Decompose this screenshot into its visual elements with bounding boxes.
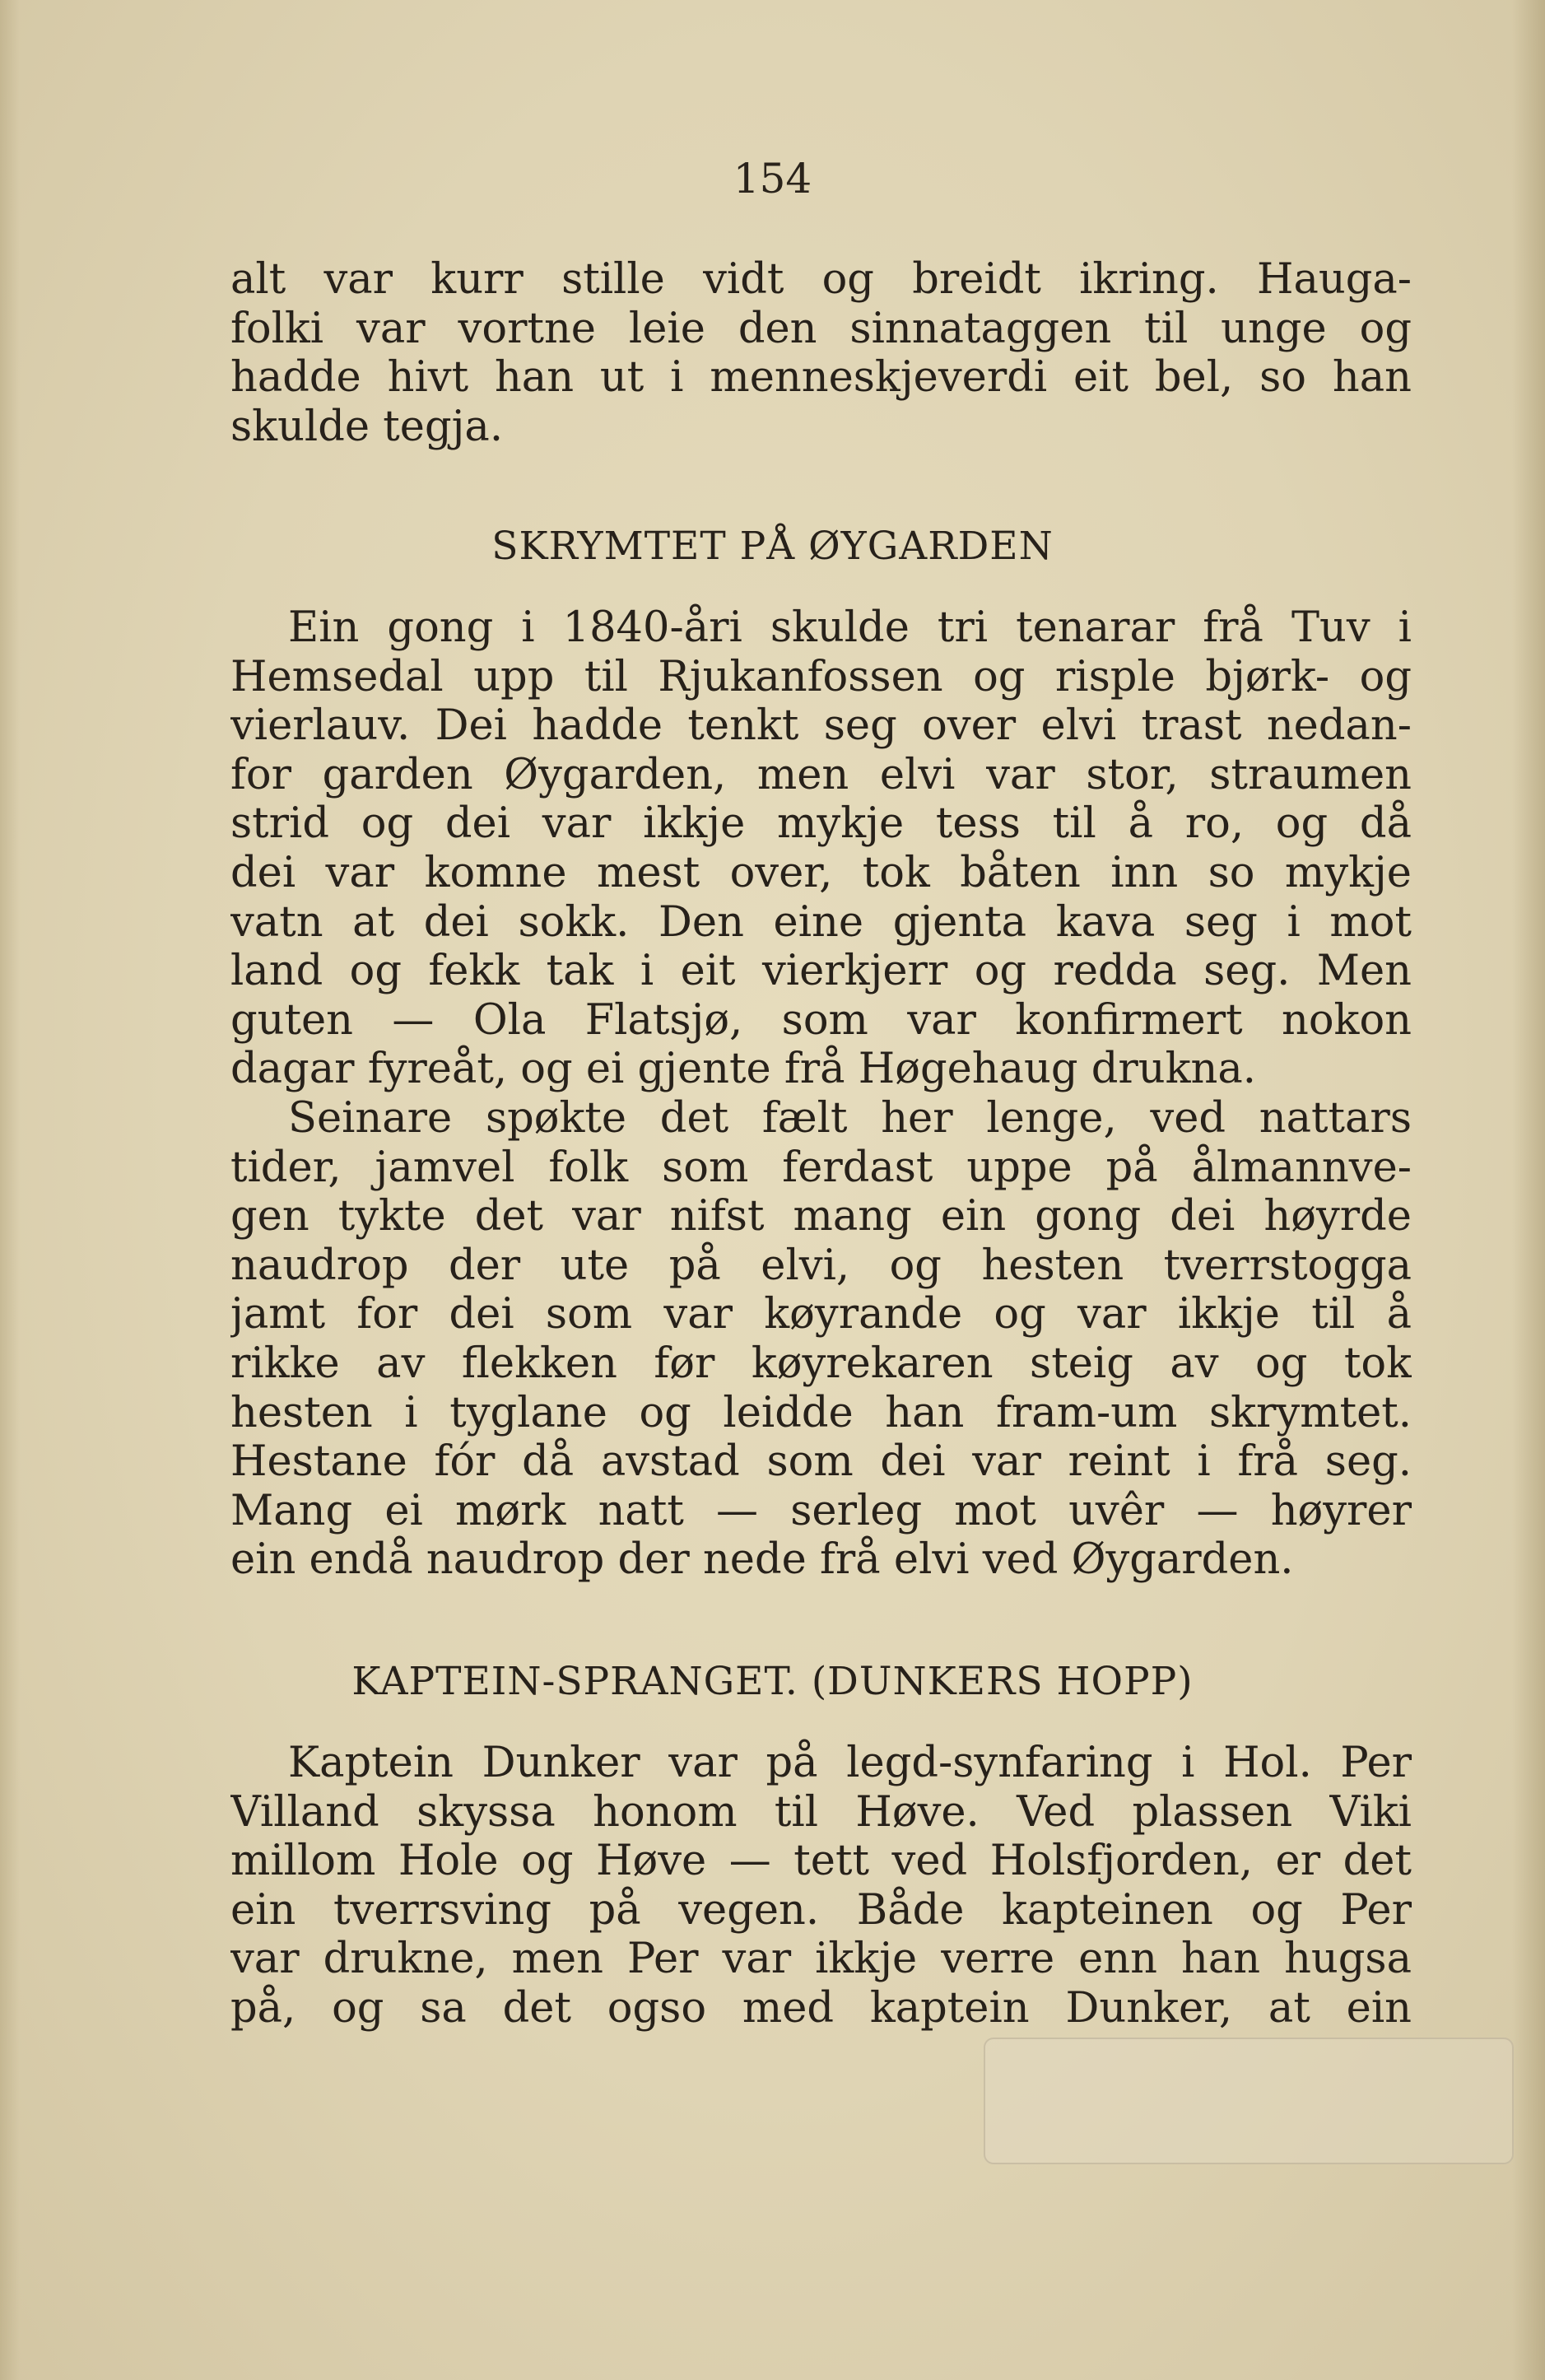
- section-heading-kaptein-spranget: KAPTEIN-SPRANGET. (DUNKERS HOPP): [351, 1659, 1194, 1704]
- text-line: Ein gong i 1840-åri skulde tri tenarar frå Tuv i: [288, 603, 1412, 652]
- intro-paragraph: [230, 255, 1412, 451]
- text-line: hadde hivt han ut i menneskjeverdi eit bel, so han: [230, 353, 1412, 403]
- text-line: tider, jamvel folk som ferdast uppe på ålmannve-: [230, 1143, 1412, 1192]
- text-line: millom Hole og Høve — tett ved Holsfjorden, er det: [230, 1837, 1412, 1886]
- paper-label-outline: [984, 2038, 1514, 2164]
- text-line: land og fekk tak i eit vierkjerr og redda seg. Men: [230, 947, 1412, 996]
- text-line: Mang ei mørk natt — serleg mot uvêr — høyrer: [230, 1486, 1412, 1535]
- text-line: for garden Øygarden, men elvi var stor, straumen: [230, 750, 1412, 799]
- section-kaptein-body: [230, 1739, 1412, 2033]
- text-line: rikke av flekken før køyrekaren steig av og tok: [230, 1339, 1412, 1388]
- text-line: strid og dei var ikkje mykje tess til å ro, og då: [230, 799, 1412, 849]
- text-line: Hemsedal upp til Rjukanfossen og risple bjørk- og: [230, 652, 1412, 701]
- text-line: skulde tegja.: [230, 402, 504, 451]
- text-line: guten — Ola Flatsjø, som var konfirmert nokon: [230, 995, 1412, 1045]
- text-line: vatn at dei sokk. Den eine gjenta kava seg i mot: [230, 897, 1412, 947]
- section-heading-skrymtet: SKRYMTET PÅ ØYGARDEN: [491, 524, 1054, 569]
- text-line: dei var komne mest over, tok båten inn so mykje: [230, 848, 1412, 897]
- text-line: folki var vortne leie den sinnataggen til unge og: [230, 304, 1412, 353]
- text-line: gen tykte det var nifst mang ein gong dei høyrde: [230, 1192, 1412, 1241]
- text-line: ein tverrsving på vegen. Både kapteinen og Per: [230, 1885, 1412, 1935]
- text-line: Seinare spøkte det fælt her lenge, ved nattars: [288, 1093, 1412, 1143]
- text-line: naudrop der ute på elvi, og hesten tverrstogga: [230, 1241, 1412, 1290]
- text-line: ein endå naudrop der nede frå elvi ved Øygarden.: [230, 1535, 1294, 1585]
- text-line: dagar fyreåt, og ei gjente frå Høgehaug drukna.: [230, 1045, 1256, 1094]
- page-edge-shadow-left: [0, 0, 20, 2380]
- text-line: vierlauv. Dei hadde tenkt seg over elvi trast nedan-: [230, 701, 1412, 751]
- text-line: alt var kurr stille vidt og breidt ikring. Hauga-: [230, 255, 1412, 304]
- page-edge-shadow-right: [1512, 0, 1545, 2380]
- text-line: Hestane fór då avstad som dei var reint i frå seg.: [230, 1437, 1412, 1487]
- page-number: 154: [733, 155, 812, 203]
- text-line: jamt for dei som var køyrande og var ikkje til å: [230, 1290, 1412, 1339]
- section-skrymtet-body: [230, 603, 1412, 1585]
- text-line: Kaptein Dunker var på legd-synfaring i Hol. Per: [288, 1739, 1412, 1787]
- text-line: Villand skyssa honom til Høve. Ved plassen Viki: [230, 1787, 1412, 1837]
- text-line: på, og sa det ogso med kaptein Dunker, at ein: [230, 1983, 1412, 2033]
- text-line: var drukne, men Per var ikkje verre enn han hugsa: [230, 1935, 1412, 1984]
- text-line: hesten i tyglane og leidde han fram-um skrymtet.: [230, 1388, 1412, 1437]
